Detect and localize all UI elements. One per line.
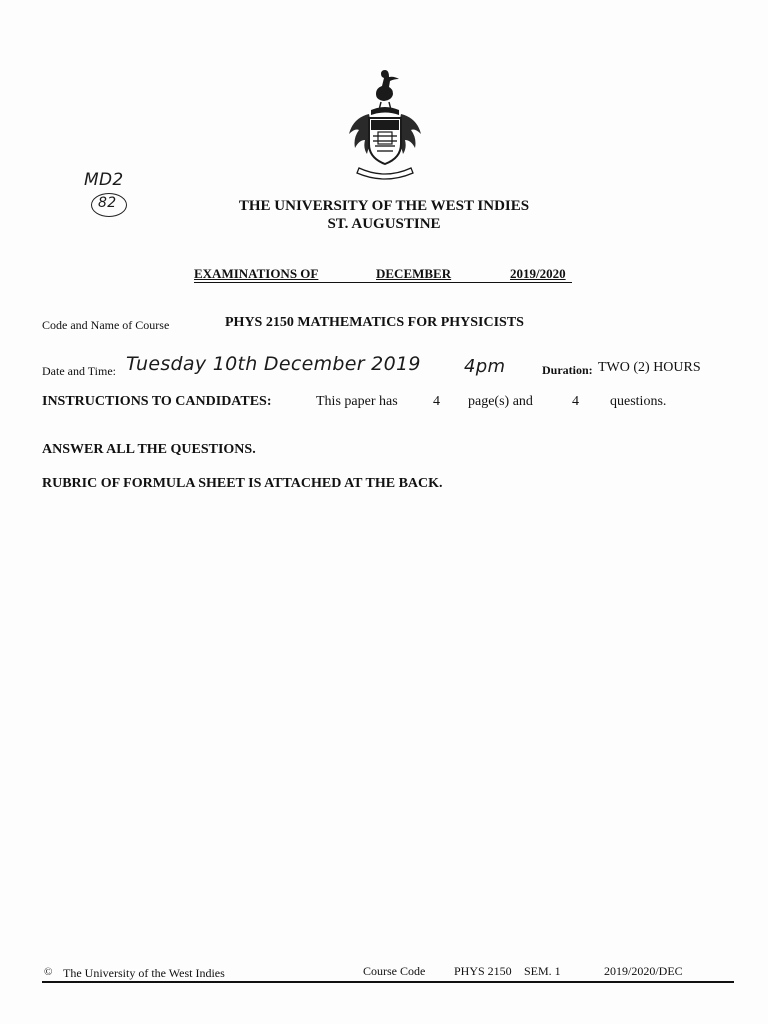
- time-handwritten: 4pm: [464, 356, 506, 377]
- university-name: THE UNIVERSITY OF THE WEST INDIES: [238, 198, 530, 214]
- exam-month: DECEMBER: [376, 266, 452, 281]
- handwritten-mark-number: 82: [98, 195, 117, 211]
- course-value: PHYS 2150 MATHEMATICS FOR PHYSICISTS: [225, 315, 524, 330]
- note-formula-sheet: RUBRIC OF FORMULA SHEET IS ATTACHED AT THE BACK.: [42, 476, 443, 491]
- university-crest-icon: [345, 66, 425, 182]
- footer-course-code: PHYS 2150: [454, 964, 512, 978]
- campus-name: ST. AUGUSTINE: [327, 216, 441, 232]
- pages-count: 4: [433, 394, 440, 409]
- copyright-icon: ©: [44, 966, 53, 978]
- footer-copyright-text: The University of the West Indies: [63, 966, 225, 980]
- paper-has-text: This paper has: [316, 394, 398, 409]
- course-label: Code and Name of Course: [42, 318, 170, 332]
- exam-year: 2019/2020: [510, 266, 566, 281]
- questions-count: 4: [572, 394, 579, 409]
- handwritten-mark-code: MD2: [84, 170, 124, 190]
- footer-course-code-label: Course Code: [363, 964, 426, 978]
- exam-line-underline: [194, 282, 572, 283]
- date-handwritten: Tuesday 10th December 2019: [126, 353, 421, 375]
- pages-and-text: page(s) and: [468, 394, 533, 409]
- footer-session: 2019/2020/DEC: [604, 964, 683, 978]
- instructions-label: INSTRUCTIONS TO CANDIDATES:: [42, 394, 272, 409]
- note-answer-all: ANSWER ALL THE QUESTIONS.: [42, 442, 256, 457]
- questions-word: questions.: [610, 394, 667, 409]
- footer-rule: [42, 981, 734, 983]
- duration-label: Duration:: [542, 363, 593, 377]
- footer-semester: SEM. 1: [524, 964, 561, 978]
- date-time-label: Date and Time:: [42, 364, 116, 378]
- exam-of-label: EXAMINATIONS OF: [194, 266, 319, 281]
- duration-value: TWO (2) HOURS: [598, 360, 701, 375]
